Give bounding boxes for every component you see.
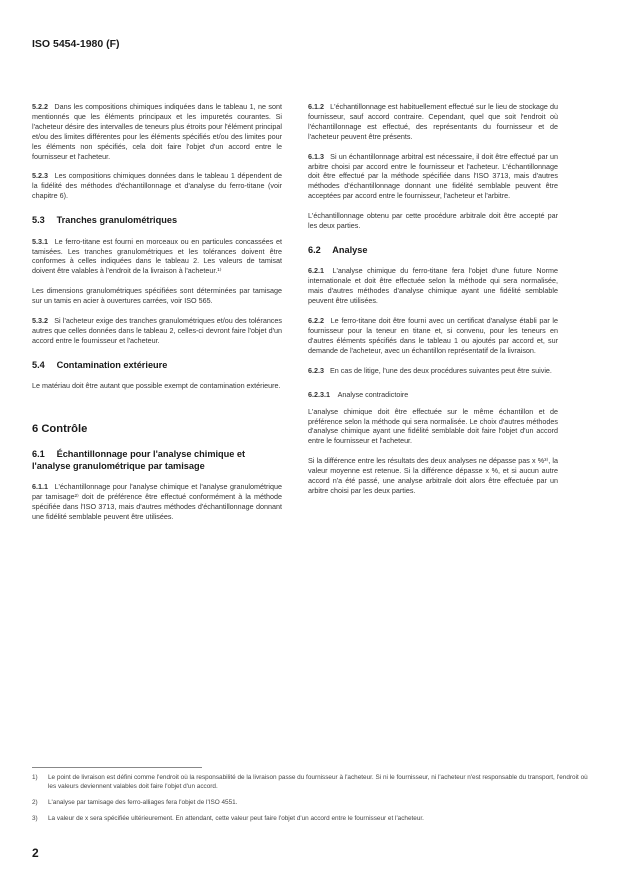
section-heading: [32, 215, 282, 227]
paragraph: [32, 381, 282, 391]
section-number: 5.4: [32, 359, 45, 370]
footnote-text: L'analyse par tamisage des ferro-alliages fera l'objet de l'ISO 4551.: [48, 799, 238, 806]
section-heading: [32, 449, 282, 472]
paragraph: [308, 211, 558, 231]
footnotes: [32, 773, 588, 830]
text: Analyse contradictoire: [337, 389, 409, 399]
left-column: [32, 102, 282, 532]
footnote: [32, 798, 588, 807]
section-number: 6.2.2: [308, 316, 324, 326]
text: Tranches granulométriques: [56, 215, 178, 226]
paragraph: [32, 482, 282, 522]
text: Les dimensions granulométriques spécifiées sont déterminées par tamisage sur un tamis en acier à ouvertures carrées, voir ISO 565.: [32, 286, 282, 306]
section-number: 6.1: [32, 449, 45, 460]
section-heading: [32, 360, 282, 372]
footnote: [32, 814, 588, 823]
text: Le matériau doit être autant que possible exempt de contamination extérieure.: [32, 381, 281, 391]
paragraph: [32, 316, 282, 346]
section-number: 6.2.1: [308, 266, 324, 276]
paragraph: [308, 266, 558, 306]
text: L'analyse chimique doit être effectuée sur le même échantillon et de préférence selon la méthode qui sera normalisée. Le choix d'autres méthodes d'analyse chimique ayant une fidélité semblable doit faire l'objet d'un accord entre le fournisseur et l'acheteur.: [308, 406, 558, 446]
right-column: [308, 102, 558, 506]
section-number: 6: [32, 423, 39, 436]
footnote-mark: 1): [32, 774, 38, 781]
section-number: 6.1.3: [308, 151, 324, 161]
section-number: 5.2.3: [32, 171, 48, 181]
text: Les compositions chimiques données dans le tableau 1 dépendent de la fidélité des méthodes d'échantillonnage et d'analyse du ferro-titane (voir chapitre 6).: [32, 171, 283, 201]
document-header: ISO 5454-1980 (F): [32, 38, 120, 50]
text: Échantillonnage pour l'analyse chimique et l'analyse granulométrique par tamisage: [32, 449, 246, 471]
section-number: 6.2.3: [308, 365, 324, 375]
footnote-mark: 2): [32, 799, 38, 806]
section-number: 5.3: [32, 215, 45, 226]
text: Le ferro-titane doit être fourni avec un certificat d'analyse établi par le fournisseur pour la teneur en titane et, si convenu, pour les teneurs en d'autres éléments spécifiés dans le tableau 1 ou ajoutés par accord et, sur demande de l'acheteur, avec un échantillon représentatif de la livraison.: [308, 316, 558, 355]
page-number: 2: [32, 846, 39, 860]
paragraph: [308, 316, 558, 356]
section-number: 6.1.1: [32, 482, 48, 492]
paragraph: [32, 171, 282, 201]
footnote-divider: [32, 767, 202, 768]
text: Si la différence entre les résultats des deux analyses ne dépasse pas x %³⁾, la valeur moyenne est retenue. Si la différence dépasse x %, et si aucun autre accord n'a été passé, une analyse arbitrale doit alors être effectuée par un arbitre choisi par les deux parties.: [308, 456, 558, 495]
paragraph: [308, 407, 558, 447]
paragraph: [308, 152, 558, 202]
text: Analyse: [332, 244, 368, 255]
footnote-text: La valeur de x sera spécifiée ultérieurement. En attendant, cette valeur peut faire l'objet d'un accord entre le fournisseur et l'acheteur.: [48, 815, 424, 822]
text: Dans les compositions chimiques indiquées dans le tableau 1, ne sont mentionnés que les éléments principaux et les impuretés courantes. Si l'acheteur désire des intervalles de teneurs plus étroits pour l'élément principal et/ou des limites différentes pour les éléments spécifiés et/ou des limites pour les éléments non spécifiés, cela doit faire l'objet d'un accord entre le fournisseur et l'acheteur.: [32, 102, 282, 161]
paragraph: [32, 102, 282, 161]
section-number: 6.2.3.1: [308, 389, 330, 399]
paragraph: [308, 102, 558, 142]
text: L'échantillonnage obtenu par cette procédure arbitrale doit être accepté par les deux parties.: [308, 211, 558, 231]
footnote-mark: 3): [32, 815, 38, 822]
text: L'échantillonnage pour l'analyse chimique et l'analyse granulométrique par tamisage²⁾ doit de préférence être effectué conformément à la méthode spécifiée dans l'ISO 3713, mais d'autres méthodes d'échantillonnage donnant une fidélité semblable peuvent être utilisées.: [32, 482, 282, 521]
section-number: 5.3.1: [32, 236, 48, 246]
section-number: 6.2: [308, 244, 321, 255]
text: Si l'acheteur exige des tranches granulométriques et/ou des tolérances autres que celles données dans le tableau 2, celles-ci devront faire l'objet d'un accord entre le fournisseur et l'acheteur.: [32, 316, 282, 345]
paragraph: [308, 456, 558, 496]
paragraph: [32, 237, 282, 277]
footnote-text: Le point de livraison est défini comme l'endroit où la responsabilité de la livraison passe du fournisseur à l'acheteur. Si ni le fournisseur, ni l'acheteur n'est responsable du transport, l'endroit où les valeurs deviennent valables doit faire l'objet d'un accord.: [48, 774, 588, 790]
text: Contrôle: [41, 423, 88, 436]
text: En cas de litige, l'une des deux procédures suivantes peut être suivie.: [330, 365, 552, 375]
footnote: [32, 773, 588, 791]
paragraph: [32, 286, 282, 306]
section-number: 6.1.2: [308, 102, 324, 111]
section-number: 5.3.2: [32, 316, 48, 326]
text: Contamination extérieure: [56, 359, 168, 370]
paragraph: [308, 366, 558, 376]
text: L'échantillonnage est habituellement effectué sur le lieu de stockage du fournisseur, sauf accord contraire. Cependant, quel que soit l'endroit où l'échantillonnage est effectué, des représentants du fournisseur et de l'acheteur peuvent être présents.: [308, 102, 558, 141]
section-number: 5.2.2: [32, 102, 48, 111]
text: L'analyse chimique du ferro-titane fera l'objet d'une future Norme internationale et doit être effectuée selon la méthode qui sera normalisée, mais d'autres méthodes d'analyse chimique ayant une fidélité semblable peuvent être utilisées.: [308, 266, 559, 306]
text: Si un échantillonnage arbitral est nécessaire, il doit être effectué par un arbitre choisi par accord entre le fournisseur et l'acheteur. L'échantillonnage doit être effectué par la méthode spécifiée dans l'ISO 3713, mais d'autres méthodes d'échantillonnage donnant une fidélité semblable peuvent être acceptées par accord entre le fournisseur, l'acheteur et l'arbitre.: [308, 151, 559, 201]
text: Le ferro-titane est fourni en morceaux ou en particules concassées et tamisées. Les tranches granulométriques et les tolérances doivent être conformes à celles indiquées dans le tableau 2. Les valeurs de tamisat doivent être valables à l'endroit de la livraison à l'acheteur.¹⁾: [32, 236, 283, 276]
section-heading: [308, 245, 558, 257]
chapter-heading: [32, 423, 282, 435]
subsection-heading: [308, 390, 558, 399]
